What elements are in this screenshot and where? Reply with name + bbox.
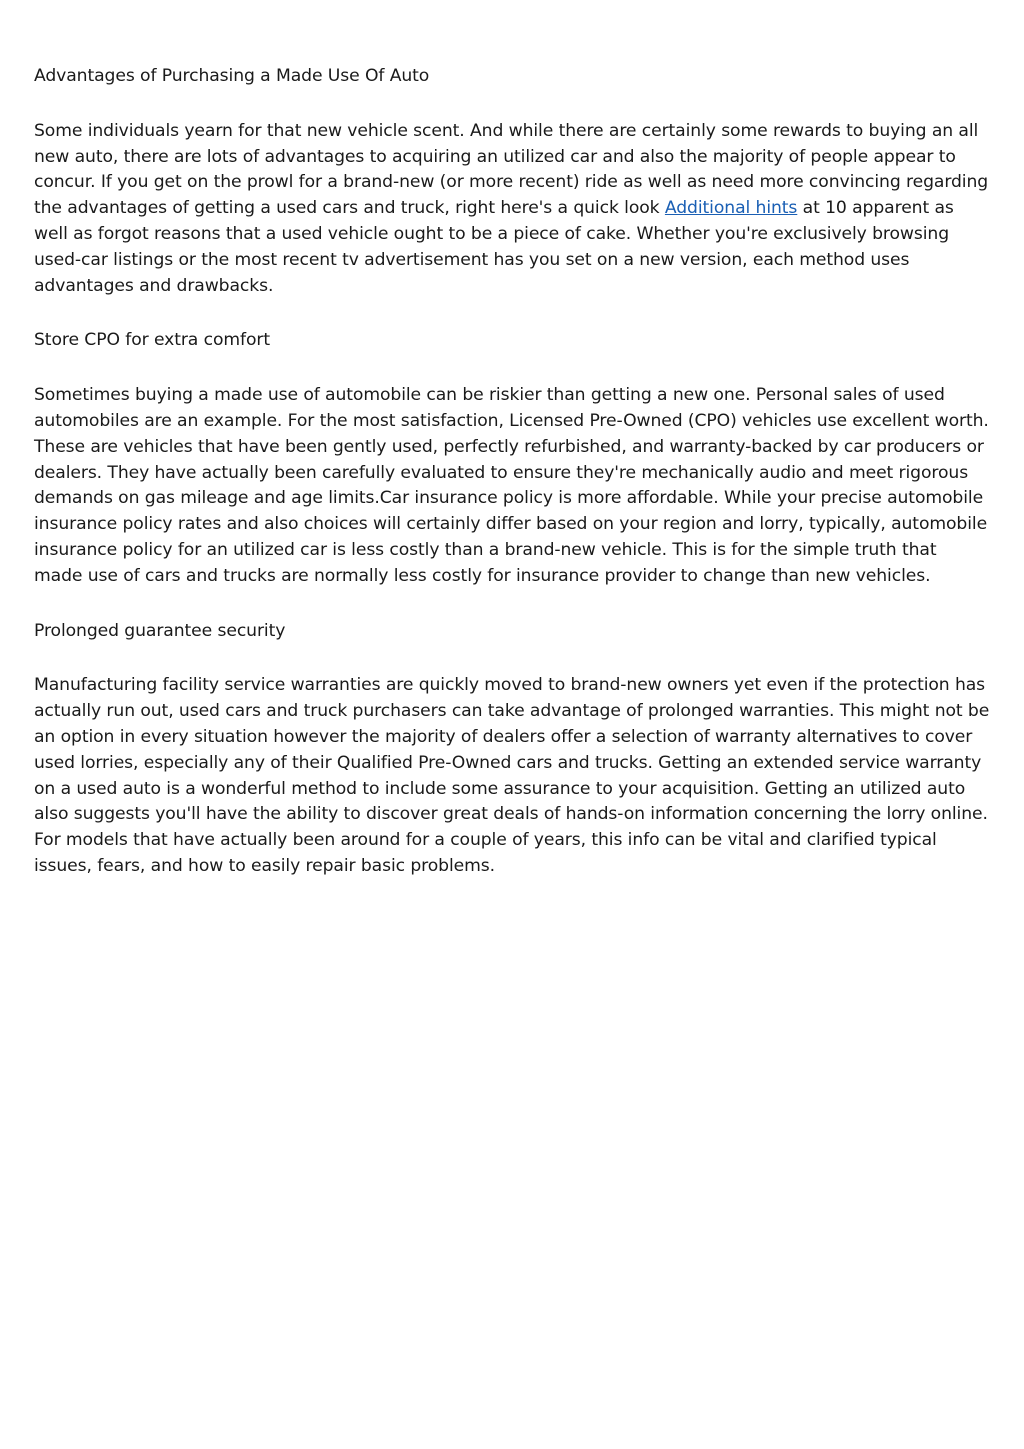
- article-title: Advantages of Purchasing a Made Use Of Auto: [34, 66, 430, 86]
- additional-hints-link[interactable]: Additional hints: [664, 198, 798, 219]
- section-paragraph: Sometimes buying a made use of automobile can be riskier than getting a new one. Personal sales of used automobiles are an example. For the most satisfaction, Licensed Pre-Owned (CPO) vehicles use excellent worth. These are vehicles that have been gently used, perfectly refurbished, and warranty-backed by car producers or dealers. They have actually been carefully evaluated to ensure they're mechanically audio and meet rigorous demands on gas mileage and age limits.Car insurance policy is more affordable. While your precise automobile insurance policy rates and also choices will certainly differ based on your region and lorry, typically, automobile insurance policy for an utilized car is less costly than a brand-new vehicle. This is for the simple truth that made use of cars and trucks are normally less costly for insurance provider to change than new vehicles.: [34, 385, 989, 586]
- intro-text-after-link: at 10 apparent as well as forgot reasons that a used vehicle ought to be a piece of cake. Whether you're exclusively browsing used-car listings or the most recent tv advertisement has you set on a new version, each method uses advantages and drawbacks.: [34, 198, 954, 296]
- intro-paragraph: [34, 119, 990, 300]
- intro-text-before-link: Some individuals yearn for that new vehicle scent. And while there are certainly some rewards to buying an all new auto, there are lots of advantages to acquiring an utilized car and also the majority of people appear to concur. If you get on the prowl for a brand-new (or more recent) ride as well as need more convincing regarding the advantages of getting a used cars and truck, right here's a quick look: [34, 120, 989, 219]
- section-paragraph: Manufacturing facility service warranties are quickly moved to brand-new owners yet even if the protection has actually run out, used cars and truck purchasers can take advantage of prolonged warranties. This might not be an option in every situation however the majority of dealers offer a selection of warranty alternatives to cover used lorries, especially any of their Qualified Pre-Owned cars and trucks. Getting an extended service warranty on a used auto is a wonderful method to include some assurance to your acquisition. Getting an utilized auto also suggests you'll have the ability to discover great deals of hands-on information concerning the lorry online. For models that have actually been around for a couple of years, this info can be vital and clarified typical issues, fears, and how to easily repair basic problems.: [34, 675, 990, 876]
- section-heading: Store CPO for extra comfort: [34, 330, 270, 351]
- section-heading: Prolonged guarantee security: [34, 620, 286, 641]
